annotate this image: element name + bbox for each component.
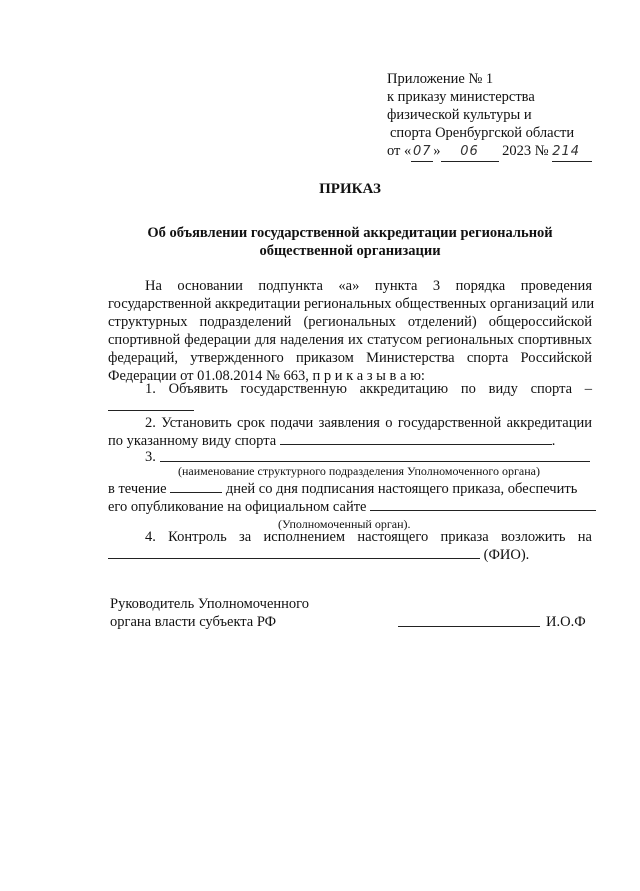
item-2-line-2 xyxy=(108,432,555,450)
appendix-line-4: спорта Оренбургской области xyxy=(390,125,575,141)
subtitle-line-1: Об объявлении государственной аккредитации региональной xyxy=(147,225,553,241)
item-3-site-text: его опубликование на официальном сайте xyxy=(108,499,367,515)
signature-name: И.О.Ф xyxy=(546,614,586,630)
date-mid: » xyxy=(433,143,441,159)
document-title: ПРИКАЗ xyxy=(319,181,381,197)
appendix-date-line xyxy=(387,142,592,162)
appendix-line-1: Приложение № 1 xyxy=(387,71,494,87)
intro-line-3: структурных подразделений (региональных отделений) общероссийской xyxy=(108,314,592,330)
item-3-number: 3. xyxy=(145,449,156,465)
signature-blank xyxy=(398,626,540,627)
handwritten-month: 06 xyxy=(441,143,499,162)
item-1-blank xyxy=(108,410,194,411)
item-2-line-1: 2. Установить срок подачи заявления о государственной аккредитации xyxy=(145,415,592,431)
item-4-blank xyxy=(108,546,480,559)
signature-line-1: Руководитель Уполномоченного xyxy=(110,596,309,612)
intro-line-2: государственной аккредитации региональных общественных организаций или xyxy=(108,296,595,312)
item-2-text: по указанному виду спорта xyxy=(108,433,277,449)
item-2-blank xyxy=(280,432,552,445)
intro-line-5: федераций, утвержденного приказом Министерства спорта Российской xyxy=(108,350,592,366)
signature-line-2: органа власти субъекта РФ xyxy=(110,614,277,630)
intro-line-6: Федерации от 01.08.2014 № 663, п р и к а з ы в а ю: xyxy=(108,368,425,384)
item-3-days-text: дней со дня подписания настоящего приказа, обеспечить xyxy=(225,481,578,497)
handwritten-day: 07 xyxy=(411,143,433,162)
item-4-line-1: 4. Контроль за исполнением настоящего приказа возложить на xyxy=(145,529,592,545)
handwritten-number: 214 xyxy=(552,143,592,162)
item-2-period: . xyxy=(551,433,556,449)
intro-line-1: На основании подпункта «а» пункта 3 порядка проведения xyxy=(145,278,592,294)
appendix-line-2: к приказу министерства xyxy=(387,89,535,105)
intro-line-4: спортивной федерации для наделения их статусом региональных спортивных xyxy=(108,332,592,348)
item-3-site-blank xyxy=(370,498,596,511)
appendix-line-3: физической культуры и xyxy=(387,107,532,123)
item-3-caption-2: (Уполномоченный орган). xyxy=(278,517,411,531)
date-year-number: 2023 № xyxy=(502,143,549,159)
date-prefix: от « xyxy=(387,143,412,159)
subtitle-line-2: общественной организации xyxy=(259,243,441,259)
item-3-days-blank xyxy=(170,480,222,493)
item-1-text: 1. Объявить государственную аккредитацию по виду спорта – xyxy=(145,381,592,397)
item-3-line-2 xyxy=(108,498,596,516)
item-4-fio: (ФИО). xyxy=(483,547,530,563)
item-4-line-2 xyxy=(108,546,529,564)
item-3-in-text: в течение xyxy=(108,481,167,497)
item-3-caption: (наименование структурного подразделения Уполномоченного органа) xyxy=(178,464,541,478)
item-3-line-1 xyxy=(108,480,592,498)
